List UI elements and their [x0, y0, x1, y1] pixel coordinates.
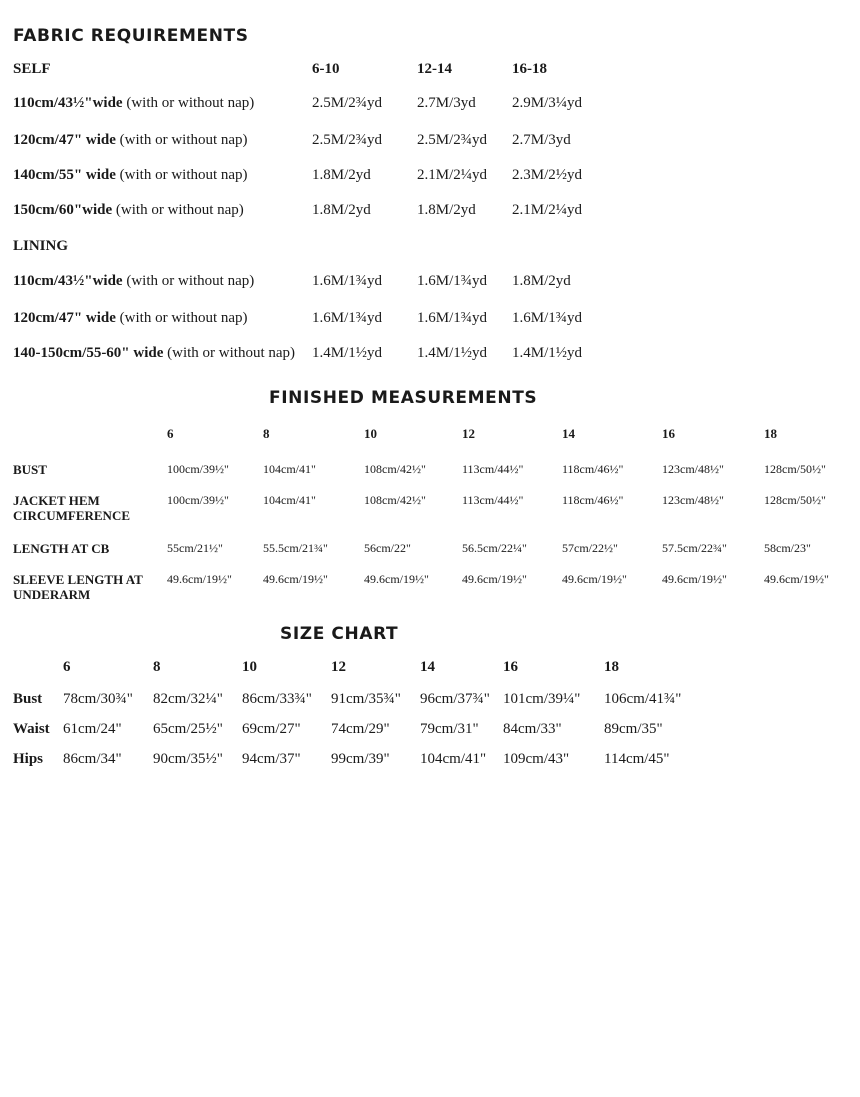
size-chart-size-header: 18 — [604, 659, 619, 675]
finished-value: 123cm/48½" — [662, 493, 724, 507]
fabric-value: 2.7M/3yd — [417, 95, 476, 111]
fabric-value: 2.3M/2½yd — [512, 167, 583, 183]
finished-value: 56.5cm/22¼" — [462, 541, 527, 555]
self-label: SELF — [13, 61, 51, 77]
size-chart-size-header: 14 — [420, 659, 435, 675]
size-chart-size-header: 16 — [503, 659, 518, 675]
size-chart-value: 101cm/39¼" — [503, 691, 581, 707]
finished-size-header: 10 — [364, 426, 377, 441]
size-chart-size-header: 12 — [331, 659, 346, 675]
size-chart-value: 106cm/41¾" — [604, 691, 682, 707]
fabric-value: 1.4M/1½yd — [417, 345, 488, 361]
size-chart-value: 69cm/27" — [242, 721, 301, 737]
size-chart-value: 99cm/39" — [331, 751, 390, 767]
finished-value: 100cm/39½" — [167, 462, 229, 476]
fabric-value: 1.6M/1¾yd — [417, 310, 488, 326]
size-chart-value: 114cm/45" — [604, 751, 670, 767]
finished-value: 104cm/41" — [263, 462, 316, 476]
fabric-size-header: 6-10 — [312, 61, 340, 77]
finished-value: 56cm/22" — [364, 541, 411, 555]
finished-row-label: SLEEVE LENGTH AT UNDERARM — [13, 572, 143, 602]
finished-size-header: 16 — [662, 426, 675, 441]
fabric-value: 1.8M/2yd — [512, 273, 571, 289]
finished-measurements-title: FINISHED MEASUREMENTS — [269, 388, 538, 408]
finished-value: 104cm/41" — [263, 493, 316, 507]
size-chart-title: SIZE CHART — [280, 624, 399, 644]
finished-row-label: LENGTH AT CB — [13, 541, 110, 556]
size-chart-value: 96cm/37¾" — [420, 691, 490, 707]
size-chart-row-label: Hips — [13, 751, 44, 767]
fabric-value: 1.6M/1¾yd — [312, 273, 383, 289]
fabric-value: 2.1M/2¼yd — [417, 167, 488, 183]
size-chart-value: 79cm/31" — [420, 721, 479, 737]
fabric-value: 1.8M/2yd — [312, 202, 371, 218]
size-chart-value: 89cm/35" — [604, 721, 663, 737]
size-chart-value: 82cm/32¼" — [153, 691, 223, 707]
finished-value: 128cm/50½" — [764, 493, 826, 507]
fabric-value: 1.4M/1½yd — [312, 345, 383, 361]
size-chart-value: 78cm/30¾" — [63, 691, 133, 707]
fabric-row-label: 150cm/60"wide (with or without nap) — [13, 202, 244, 218]
fabric-row-label: 110cm/43½"wide (with or without nap) — [13, 95, 255, 111]
fabric-row-label: 120cm/47" wide (with or without nap) — [13, 132, 248, 148]
finished-value: 55.5cm/21¾" — [263, 541, 328, 555]
lining-label: LINING — [13, 238, 69, 254]
size-chart-value: 91cm/35¾" — [331, 691, 401, 707]
finished-value: 58cm/23" — [764, 541, 811, 555]
finished-value: 49.6cm/19½" — [364, 572, 429, 586]
fabric-value: 2.7M/3yd — [512, 132, 571, 148]
finished-row-label: BUST — [13, 462, 47, 477]
size-chart-value: 61cm/24" — [63, 721, 122, 737]
fabric-value: 1.8M/2yd — [312, 167, 371, 183]
finished-value: 123cm/48½" — [662, 462, 724, 476]
size-chart-value: 104cm/41" — [420, 751, 487, 767]
finished-row-label: JACKET HEM CIRCUMFERENCE — [13, 493, 130, 523]
fabric-size-header: 12-14 — [417, 61, 452, 77]
fabric-value: 1.6M/1¾yd — [312, 310, 383, 326]
fabric-value: 2.5M/2¾yd — [312, 132, 383, 148]
finished-value: 57cm/22½" — [562, 541, 618, 555]
size-chart-row-label: Bust — [13, 691, 43, 707]
size-chart-size-header: 6 — [63, 659, 71, 675]
fabric-value: 1.8M/2yd — [417, 202, 476, 218]
finished-value: 55cm/21½" — [167, 541, 223, 555]
finished-value: 128cm/50½" — [764, 462, 826, 476]
finished-value: 49.6cm/19½" — [764, 572, 829, 586]
finished-value: 108cm/42½" — [364, 493, 426, 507]
size-chart-value: 94cm/37" — [242, 751, 301, 767]
finished-value: 49.6cm/19½" — [263, 572, 328, 586]
fabric-row-label: 120cm/47" wide (with or without nap) — [13, 310, 248, 326]
size-chart-value: 86cm/33¾" — [242, 691, 312, 707]
fabric-value: 1.6M/1¾yd — [417, 273, 488, 289]
finished-value: 49.6cm/19½" — [167, 572, 232, 586]
finished-size-header: 8 — [263, 426, 270, 441]
fabric-value: 2.1M/2¼yd — [512, 202, 583, 218]
size-chart-size-header: 10 — [242, 659, 257, 675]
finished-size-header: 18 — [764, 426, 777, 441]
size-chart-value: 86cm/34" — [63, 751, 122, 767]
fabric-row-label: 140cm/55" wide (with or without nap) — [13, 167, 248, 183]
fabric-size-header: 16-18 — [512, 61, 547, 77]
fabric-row-label: 110cm/43½"wide (with or without nap) — [13, 273, 255, 289]
finished-value: 49.6cm/19½" — [662, 572, 727, 586]
finished-value: 49.6cm/19½" — [562, 572, 627, 586]
finished-size-header: 12 — [462, 426, 475, 441]
finished-value: 118cm/46½" — [562, 462, 624, 476]
size-chart-size-header: 8 — [153, 659, 161, 675]
fabric-value: 2.5M/2¾yd — [312, 95, 383, 111]
size-chart-value: 84cm/33" — [503, 721, 562, 737]
fabric-value: 2.5M/2¾yd — [417, 132, 488, 148]
fabric-requirements-title: FABRIC REQUIREMENTS — [13, 26, 249, 46]
finished-value: 118cm/46½" — [562, 493, 624, 507]
fabric-row-label: 140-150cm/55-60" wide (with or without nap) — [13, 345, 296, 361]
finished-value: 108cm/42½" — [364, 462, 426, 476]
size-chart-row-label: Waist — [13, 721, 50, 737]
size-chart-value: 109cm/43" — [503, 751, 570, 767]
finished-value: 113cm/44½" — [462, 462, 524, 476]
size-chart-value: 90cm/35½" — [153, 751, 223, 767]
finished-value: 49.6cm/19½" — [462, 572, 527, 586]
finished-size-header: 6 — [167, 426, 174, 441]
finished-value: 113cm/44½" — [462, 493, 524, 507]
fabric-value: 1.4M/1½yd — [512, 345, 583, 361]
finished-size-header: 14 — [562, 426, 575, 441]
finished-value: 100cm/39½" — [167, 493, 229, 507]
fabric-value: 2.9M/3¼yd — [512, 95, 583, 111]
fabric-value: 1.6M/1¾yd — [512, 310, 583, 326]
size-chart-value: 65cm/25½" — [153, 721, 223, 737]
size-chart-value: 74cm/29" — [331, 721, 390, 737]
finished-value: 57.5cm/22¾" — [662, 541, 727, 555]
